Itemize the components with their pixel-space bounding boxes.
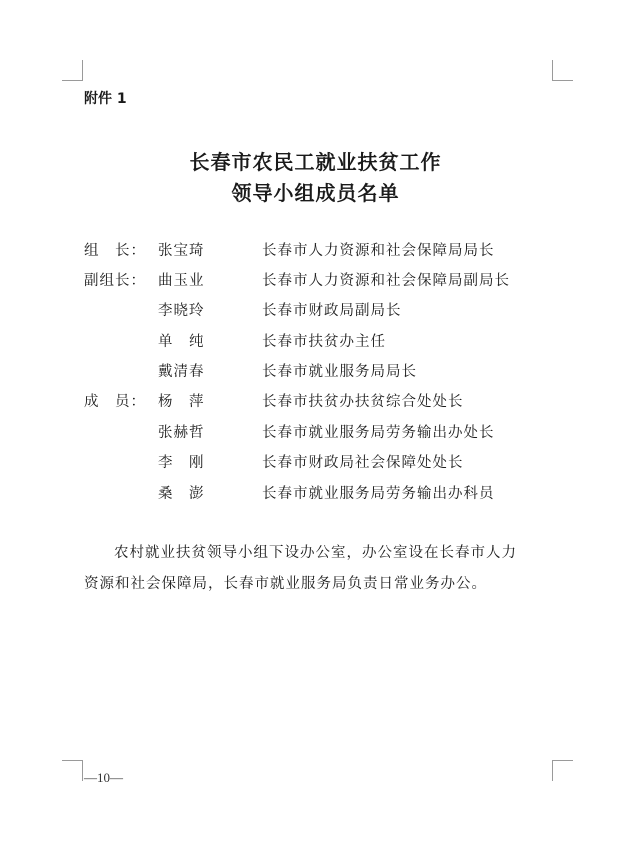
member-name: 张宝琦 (158, 243, 205, 259)
member-name: 张赫哲 (158, 425, 205, 441)
member-position: 长春市人力资源和社会保障局副局长 (262, 273, 510, 289)
member-position: 长春市就业服务局局长 (262, 364, 417, 380)
member-position: 长春市扶贫办主任 (262, 334, 386, 350)
member-position: 长春市就业服务局劳务输出办处长 (262, 425, 495, 441)
body-paragraph-line-2: 资源和社会保障局，长春市就业服务局负责日常业务办公。 (84, 576, 487, 592)
attachment-label: 附件 1 (84, 91, 127, 107)
member-position: 长春市扶贫办扶贫综合处处长 (262, 394, 464, 410)
document-title-line-1: 长春市农民工就业扶贫工作 (189, 150, 442, 174)
member-name: 曲玉业 (158, 273, 205, 289)
document-title-line-2: 领导小组成员名单 (231, 181, 400, 205)
member-name: 桑 澎 (158, 486, 205, 502)
crop-mark-top-left (62, 60, 83, 81)
member-role: 成 员： (84, 394, 146, 410)
member-name: 杨 萍 (158, 394, 205, 410)
crop-mark-top-right (552, 60, 573, 81)
member-position: 长春市财政局副局长 (262, 303, 402, 319)
member-position: 长春市人力资源和社会保障局局长 (262, 243, 495, 259)
member-name: 单 纯 (158, 334, 205, 350)
member-name: 李晓玲 (158, 303, 205, 319)
member-position: 长春市就业服务局劳务输出办科员 (262, 486, 495, 502)
member-role: 组 长： (84, 243, 146, 259)
member-name: 李 刚 (158, 455, 205, 471)
body-paragraph-line-1: 农村就业扶贫领导小组下设办公室，办公室设在长春市人力 (114, 545, 517, 561)
crop-mark-bottom-left (62, 760, 83, 781)
member-position: 长春市财政局社会保障处处长 (262, 455, 464, 471)
page-number: —10— (84, 770, 123, 785)
member-role: 副组长： (84, 273, 146, 289)
crop-mark-bottom-right (552, 760, 573, 781)
member-name: 戴清春 (158, 364, 205, 380)
